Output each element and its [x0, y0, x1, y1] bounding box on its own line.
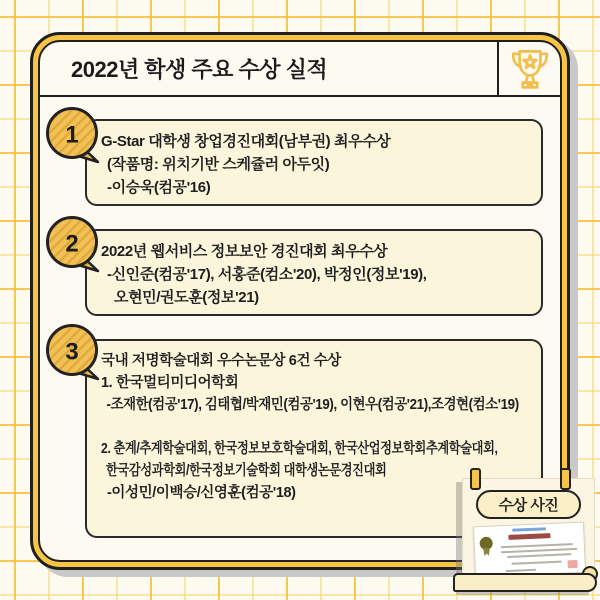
card-header: [40, 42, 560, 97]
pin-clip-icon: [560, 468, 571, 490]
photo-card-label: 수상 사진: [476, 490, 582, 519]
award-3-number: 3: [65, 338, 79, 366]
header-title-area: [40, 42, 497, 95]
award-2-line-1: 2022년 웹서비스 정보보안 경진대회 최우수상: [101, 243, 388, 260]
award-2-line-2: -신인준(컴공'17), 서홍준(컴소'20), 박정인(정보'19),: [107, 265, 427, 283]
page-title: 2022년 학생 주요 수상 실적: [71, 57, 328, 82]
certificate-logo-mark: [512, 527, 546, 531]
award-photo-card: [462, 478, 595, 591]
award-1-number: 1: [65, 121, 79, 149]
award-3-number-badge: [45, 323, 103, 383]
award-1-line-1: G-Star 대학생 창업경진대회(남부권) 최우수상: [101, 133, 391, 150]
award-3-line-6: -이성민/이백승/신영훈(컴공'18): [107, 484, 296, 501]
award-3-line-5: 한국감성과학회/한국정보기술학회 대학생논문경진대회: [106, 463, 387, 479]
award-2-number-badge: [45, 215, 103, 275]
rosette-ribbon-icon: [479, 537, 493, 551]
award-3-line-2: 1. 한국멀티미디어학회: [101, 374, 239, 391]
award-1-number-badge: [45, 106, 103, 166]
paper-scroll-band: [453, 573, 597, 592]
award-3-line-3: -조재한(컴공'17), 김태협/박재민(컴공'19), 이현우(컴공'21),조경현(컴소'19): [106, 396, 519, 413]
award-1-box: [85, 119, 543, 206]
certificate-title-text: [508, 533, 550, 540]
award-1-line-2: (작품명: 위치기반 스케쥴러 아두잇): [107, 155, 330, 173]
award-certificate-photo: [473, 522, 586, 578]
pin-clip-icon: [470, 468, 481, 490]
red-seal-stamp-icon: [568, 560, 578, 568]
award-2-box: [85, 229, 543, 316]
award-3-line-4: 2. 춘계/추계학술대회, 한국정보보호학술대회, 한국산업정보학회추계학술대회,: [101, 441, 498, 458]
award-3-line-1: 국내 저명학술대회 우수논문상 6건 수상: [101, 353, 341, 369]
award-2-number: 2: [65, 230, 79, 258]
trophy-icon: [507, 45, 553, 93]
award-2-line-3: 오현민/권도훈(정보'21): [114, 288, 259, 306]
header-trophy-cell: [497, 42, 560, 95]
award-1-line-3: -이승욱(컴공'16): [107, 178, 211, 196]
